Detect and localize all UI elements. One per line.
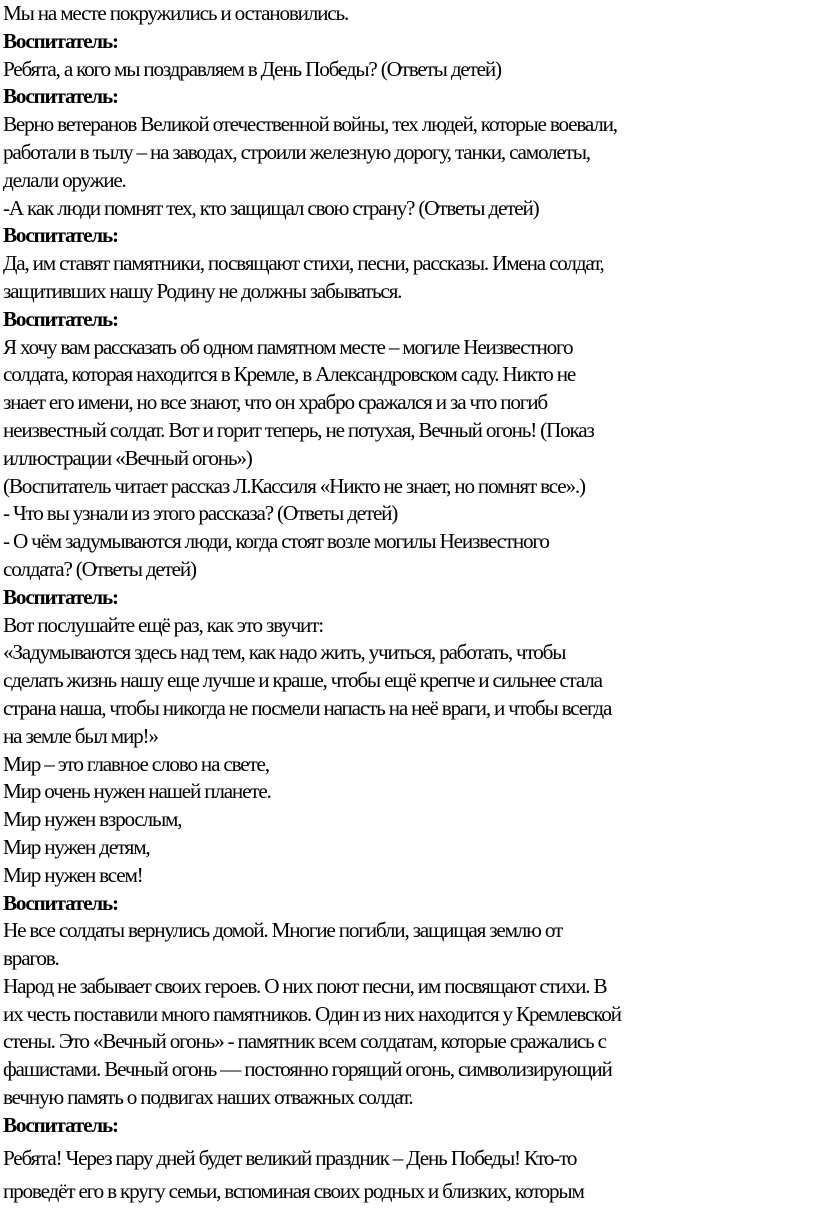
speaker-label: Воспитатель: (3, 306, 118, 331)
poem-line: Мир очень нужен нашей планете. (3, 779, 271, 804)
poem-line: Мир нужен всем! (3, 862, 143, 887)
text-line: солдата? (Ответы детей) (3, 556, 196, 581)
text-line: Народ не забывает своих героев. О них поют песни, им посвящают стихи. В (3, 973, 607, 998)
text-line: стены. Это «Вечный огонь» - памятник всем солдатам, которые сражались с (3, 1029, 606, 1054)
text-line: фашистами. Вечный огонь — постоянно горящий огонь, символизирующий (3, 1057, 612, 1082)
text-line: вечную память о подвигах наших отважных солдат. (3, 1085, 413, 1110)
text-line: сделать жизнь нашу еще лучше и краше, чтобы ещё крепче и сильнее стала (3, 668, 602, 693)
text-line: Ребята! Через пару дней будет великий праздник – День Победы! Кто-то (3, 1145, 577, 1170)
text-line: Не все солдаты вернулись домой. Многие погибли, защищая землю от (3, 918, 563, 943)
poem-line: Мир нужен детям, (3, 834, 150, 859)
poem-line: Мир – это главное слово на свете, (3, 751, 269, 776)
speaker-label: Воспитатель: (3, 28, 118, 53)
poem-line: Мир нужен взрослым, (3, 807, 182, 832)
text-line: Я хочу вам рассказать об одном памятном месте – могиле Неизвестного (3, 334, 573, 359)
speaker-label: Воспитатель: (3, 1112, 118, 1137)
text-line: - Что вы узнали из этого рассказа? (Ответы детей) (3, 501, 398, 526)
text-line: иллюстрации «Вечный огонь») (3, 445, 252, 470)
text-line: Ребята, а кого мы поздравляем в День Победы? (Ответы детей) (3, 56, 501, 81)
document-body (3, 0, 816, 1207)
text-line: защитивших нашу Родину не должны забываться. (3, 278, 402, 303)
speaker-label: Воспитатель: (3, 223, 118, 248)
text-line: неизвестный солдат. Вот и горит теперь, не потухая, Вечный огонь! (Показ (3, 417, 594, 442)
text-line: Да, им ставят памятники, посвящают стихи, песни, рассказы. Имена солдат, (3, 251, 604, 276)
text-line: врагов. (3, 946, 59, 971)
text-line: их честь поставили много памятников. Один из них находится у Кремлевской (3, 1001, 621, 1026)
speaker-label: Воспитатель: (3, 584, 118, 609)
speaker-label: Воспитатель: (3, 890, 118, 915)
text-line: -А как люди помнят тех, кто защищал свою страну? (Ответы детей) (3, 195, 539, 220)
text-line: - О чём задумываются люди, когда стоят возле могилы Неизвестного (3, 529, 549, 554)
text-line: (Воспитатель читает рассказ Л.Кассиля «Никто не знает, но помнят все».) (3, 473, 585, 498)
text-line: работали в тылу – на заводах, строили железную дорогу, танки, самолеты, (3, 139, 590, 164)
text-line: на земле был мир!» (3, 723, 158, 748)
text-line: знает его имени, но все знают, что он храбро сражался и за что погиб (3, 390, 547, 415)
text-line: Вот послушайте ещё раз, как это звучит: (3, 612, 323, 637)
text-line: делали оружие. (3, 167, 126, 192)
text-line: Мы на месте покружились и остановились. (3, 1, 349, 25)
text-line: страна наша, чтобы никогда не посмели напасть на неё враги, и чтобы всегда (3, 695, 612, 720)
text-line: проведёт его в кругу семьи, вспоминая своих родных и близких, которым (3, 1179, 584, 1204)
speaker-label: Воспитатель: (3, 84, 118, 109)
text-line: Верно ветеранов Великой отечественной войны, тех людей, которые воевали, (3, 112, 617, 137)
text-line: «Задумываются здесь над тем, как надо жить, учиться, работать, чтобы (3, 640, 566, 665)
text-line: солдата, которая находится в Кремле, в Александровском саду. Никто не (3, 362, 576, 387)
